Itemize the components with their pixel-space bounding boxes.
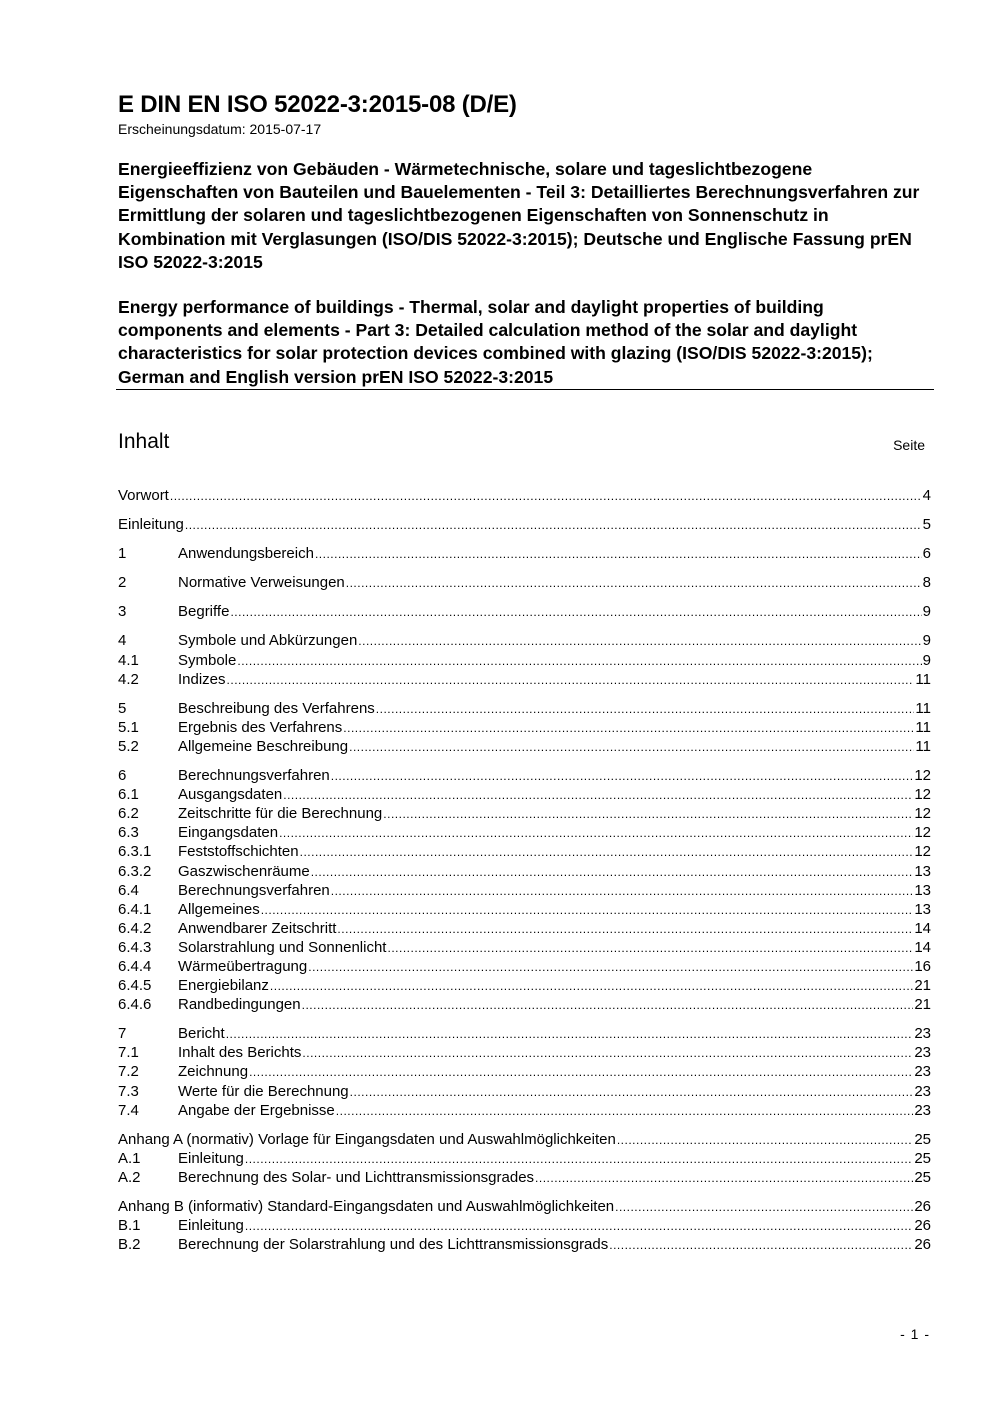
toc-entry-number: 6.3 — [118, 824, 139, 842]
toc-dot-leader — [237, 652, 921, 671]
toc-dot-leader — [346, 574, 922, 593]
toc-entry-number: 5.1 — [118, 718, 139, 736]
toc-entry-page: 9 — [922, 603, 931, 621]
toc-entry-page: 12 — [914, 786, 931, 804]
toc-entry-page: 26 — [914, 1198, 931, 1215]
toc-entry-title: Inhalt des Berichts — [178, 1044, 302, 1062]
toc-dot-leader — [387, 939, 913, 958]
toc-entry[interactable] — [118, 1168, 931, 1187]
toc-entry-title: Indizes — [178, 670, 226, 688]
toc-entry-page: 13 — [914, 900, 931, 918]
toc-entry[interactable] — [118, 737, 931, 756]
toc-entry[interactable] — [118, 881, 931, 900]
toc-entry-number: 4.2 — [118, 670, 139, 688]
toc-entry-page: 12 — [914, 767, 931, 785]
header-divider — [116, 389, 934, 390]
page-number: - 1 - — [900, 1326, 930, 1342]
toc-entry-number: A.1 — [118, 1149, 141, 1167]
toc-entry-page: 25 — [914, 1130, 931, 1148]
toc-dot-leader — [230, 603, 921, 622]
toc-entry-page: 4 — [922, 487, 931, 504]
toc-dot-leader — [245, 1150, 913, 1169]
toc-entry[interactable] — [118, 957, 931, 976]
toc-dot-leader — [283, 786, 913, 805]
toc-entry[interactable] — [118, 919, 931, 938]
toc-entry-title: Solarstrahlung und Sonnenlicht — [178, 938, 387, 956]
toc-dot-leader — [535, 1169, 913, 1188]
toc-entry-title: Werte für die Berechnung — [178, 1082, 349, 1100]
toc-entry-number: 6.4.6 — [118, 996, 152, 1014]
toc-entry[interactable] — [118, 976, 931, 995]
toc-entry[interactable] — [118, 842, 931, 861]
toc-entry[interactable] — [118, 631, 931, 650]
toc-dot-leader — [315, 545, 922, 564]
toc-entry-page: 11 — [915, 670, 931, 688]
toc-entry-number: 6.2 — [118, 805, 139, 823]
toc-entry[interactable] — [118, 1216, 931, 1235]
toc-entry-title: Einleitung — [118, 516, 184, 534]
toc-entry-title: Einleitung — [178, 1217, 244, 1235]
toc-dot-leader — [358, 632, 921, 651]
toc-entry-number: 6.4.3 — [118, 938, 152, 956]
toc-entry-title: Anhang B (informativ) Standard-Eingangsdaten und Auswahlmöglichkeiten — [118, 1198, 615, 1215]
toc-entry[interactable] — [118, 1235, 931, 1254]
toc-entry-title: Energiebilanz — [178, 977, 269, 995]
toc-entry-number: 3 — [118, 603, 127, 621]
toc-entry-title: Zeitschritte für die Berechnung — [178, 805, 383, 823]
toc-entry-page: 23 — [914, 1082, 931, 1100]
toc-entry[interactable] — [118, 1043, 931, 1062]
toc-entry-title: Vorwort — [118, 487, 169, 504]
toc-entry-title: Allgemeine Beschreibung — [178, 737, 349, 755]
toc-dot-leader — [227, 671, 915, 690]
toc-entry[interactable] — [118, 486, 931, 505]
toc-entry-page: 11 — [915, 718, 931, 736]
toc-entry-page: 23 — [914, 1044, 931, 1062]
toc-dot-leader — [261, 901, 914, 920]
toc-entry[interactable] — [118, 1130, 931, 1149]
document-id: E DIN EN ISO 52022-3:2015-08 (D/E) — [118, 91, 517, 118]
toc-dot-leader — [300, 843, 914, 862]
toc-entry-page: 21 — [914, 977, 931, 995]
toc-dot-leader — [270, 977, 913, 996]
toc-entry-title: Allgemeines — [178, 900, 260, 918]
toc-entry[interactable] — [118, 766, 931, 785]
toc-entry-page: 9 — [922, 632, 931, 650]
toc-page-column-label: Seite — [893, 437, 925, 453]
toc-entry-number: 6.4 — [118, 881, 139, 899]
toc-entry[interactable] — [118, 900, 931, 919]
toc-dot-leader — [350, 1083, 914, 1102]
toc-entry-number: 4 — [118, 632, 127, 650]
title-english: Energy performance of buildings - Thermal, solar and daylight properties of building components and elements - Part 3: Detailed calculation method of the solar and daylight characteristics for solar protection devices combined with glazing (ISO/DIS 52022-3:2015); German and English version prEN ISO 52022-3:2015 — [118, 297, 873, 387]
toc-entry-page: 9 — [922, 651, 931, 669]
toc-dot-leader — [336, 1102, 914, 1121]
toc-entry[interactable] — [118, 995, 931, 1014]
toc-entry-title: Eingangsdaten — [178, 824, 279, 842]
toc-entry-number: 6.4.2 — [118, 919, 152, 937]
toc-entry[interactable] — [118, 862, 931, 881]
toc-entry-title: Ausgangsdaten — [178, 786, 283, 804]
toc-dot-leader — [617, 1131, 913, 1150]
toc-entry-page: 11 — [915, 737, 931, 755]
toc-entry[interactable] — [118, 515, 931, 534]
toc-entry-page: 12 — [914, 805, 931, 823]
toc-entry-number: 6.4.4 — [118, 957, 152, 975]
toc-dot-leader — [349, 738, 914, 757]
toc-entry-number: 6.3.2 — [118, 862, 152, 880]
toc-entry[interactable] — [118, 1024, 931, 1043]
toc-entry-page: 13 — [914, 862, 931, 880]
toc-entry-number: 7.4 — [118, 1101, 139, 1119]
toc-entry[interactable] — [118, 602, 931, 621]
toc-dot-leader — [302, 996, 914, 1015]
toc-entry-title: Begriffe — [178, 603, 230, 621]
toc-entry[interactable] — [118, 651, 931, 670]
toc-entry-title: Berechnung der Solarstrahlung und des Lichttransmissionsgrads — [178, 1236, 609, 1254]
toc-entry-title: Randbedingungen — [178, 996, 301, 1014]
toc-entry[interactable] — [118, 1062, 931, 1081]
toc-entry-title: Anwendbarer Zeitschritt — [178, 919, 337, 937]
toc-entry-title: Angabe der Ergebnisse — [178, 1101, 335, 1119]
toc-entry-number: 6.1 — [118, 786, 139, 804]
toc-entry-title: Berechnung des Solar- und Lichttransmissionsgrades — [178, 1168, 535, 1186]
toc-entry-page: 8 — [922, 574, 931, 592]
toc-dot-leader — [226, 1025, 914, 1044]
toc-entry-page: 14 — [914, 919, 931, 937]
toc-entry-number: B.1 — [118, 1217, 141, 1235]
toc-entry-title: Symbole — [178, 651, 237, 669]
toc-entry-title: Beschreibung des Verfahrens — [178, 699, 375, 717]
toc-entry-title: Anwendungsbereich — [178, 545, 314, 563]
table-of-contents — [118, 486, 931, 1254]
toc-entry-page: 5 — [922, 516, 931, 534]
toc-entry-page: 23 — [914, 1063, 931, 1081]
toc-entry-page: 23 — [914, 1025, 931, 1043]
toc-entry-number: 5.2 — [118, 737, 139, 755]
toc-entry-number: B.2 — [118, 1236, 141, 1254]
toc-entry-title: Berechnungsverfahren — [178, 881, 330, 899]
toc-entry-page: 12 — [914, 843, 931, 861]
toc-dot-leader — [185, 516, 922, 535]
toc-entry-title: Normative Verweisungen — [178, 574, 345, 592]
toc-entry-title: Zeichnung — [178, 1063, 249, 1081]
toc-entry-number: 6 — [118, 767, 127, 785]
toc-entry-number: 5 — [118, 699, 127, 717]
toc-heading: Inhalt — [118, 430, 170, 453]
toc-entry[interactable] — [118, 823, 931, 842]
toc-entry[interactable] — [118, 1149, 931, 1168]
toc-entry[interactable] — [118, 785, 931, 804]
toc-dot-leader — [308, 958, 913, 977]
toc-entry-page: 21 — [914, 996, 931, 1014]
toc-dot-leader — [343, 719, 914, 738]
toc-entry-page: 23 — [914, 1101, 931, 1119]
toc-entry-number: 7.3 — [118, 1082, 139, 1100]
toc-entry-page: 6 — [922, 545, 931, 563]
toc-dot-leader — [331, 767, 914, 786]
toc-dot-leader — [249, 1063, 913, 1082]
toc-entry-number: 6.3.1 — [118, 843, 152, 861]
toc-entry-page: 13 — [914, 881, 931, 899]
toc-entry-title: Einleitung — [178, 1149, 244, 1167]
publication-date: Erscheinungsdatum: 2015-07-17 — [118, 121, 322, 137]
toc-entry-number: 2 — [118, 574, 127, 592]
toc-entry-title: Anhang A (normativ) Vorlage für Eingangsdaten und Auswahlmöglichkeiten — [118, 1130, 616, 1148]
toc-entry[interactable] — [118, 938, 931, 957]
toc-entry-number: 1 — [118, 545, 127, 563]
toc-entry-title: Berechnungsverfahren — [178, 767, 330, 785]
toc-entry-title: Wärmeübertragung — [178, 957, 308, 975]
toc-entry-page: 14 — [914, 938, 931, 956]
toc-entry-title: Ergebnis des Verfahrens — [178, 718, 343, 736]
toc-entry-page: 11 — [915, 699, 931, 717]
toc-entry-number: 4.1 — [118, 651, 139, 669]
toc-entry-number: 7 — [118, 1025, 127, 1043]
toc-entry-page: 16 — [914, 957, 931, 975]
toc-entry[interactable] — [118, 1101, 931, 1120]
toc-dot-leader — [311, 863, 914, 882]
toc-dot-leader — [337, 920, 913, 939]
toc-dot-leader — [376, 700, 915, 719]
toc-dot-leader — [279, 824, 913, 843]
toc-entry-page: 25 — [914, 1168, 931, 1186]
toc-entry-title: Symbole und Abkürzungen — [178, 632, 358, 650]
toc-entry-number: 6.4.5 — [118, 977, 152, 995]
toc-entry-number: A.2 — [118, 1168, 141, 1186]
toc-entry[interactable] — [118, 1082, 931, 1101]
toc-dot-leader — [245, 1217, 913, 1236]
toc-entry-title: Feststoffschichten — [178, 843, 299, 861]
toc-entry-number: 7.1 — [118, 1044, 139, 1062]
toc-dot-leader — [383, 805, 913, 824]
toc-entry[interactable] — [118, 804, 931, 823]
toc-entry-page: 26 — [914, 1236, 931, 1254]
title-german: Energieeffizienz von Gebäuden - Wärmetechnische, solare und tageslichtbezogene Eigenschaften von Bauteilen und Bauelementen - Teil 3: Detailliertes Berechnungsverfahren zur Ermittlung der solaren und tageslichtbezogenen Eigenschaften von Sonnenschutz in Kombination mit Verglasungen (ISO/DIS 52022-3:2015); Deutsche und Englische Fassung prEN ISO 52022-3:2015 — [118, 159, 920, 272]
toc-entry[interactable] — [118, 718, 931, 737]
toc-entry[interactable] — [118, 670, 931, 689]
toc-entry[interactable] — [118, 699, 931, 718]
toc-entry-page: 25 — [914, 1149, 931, 1167]
toc-dot-leader — [615, 1198, 913, 1217]
toc-dot-leader — [170, 487, 922, 506]
toc-entry[interactable] — [118, 544, 931, 563]
toc-entry-number: 7.2 — [118, 1063, 139, 1081]
toc-entry[interactable] — [118, 573, 931, 592]
toc-entry[interactable] — [118, 1197, 931, 1216]
toc-dot-leader — [331, 882, 914, 901]
toc-entry-number: 6.4.1 — [118, 900, 152, 918]
toc-entry-page: 12 — [914, 824, 931, 842]
toc-entry-title: Gaszwischenräume — [178, 862, 310, 880]
toc-dot-leader — [609, 1236, 913, 1255]
toc-dot-leader — [302, 1044, 913, 1063]
toc-entry-page: 26 — [914, 1217, 931, 1235]
toc-entry-title: Bericht — [178, 1025, 225, 1043]
